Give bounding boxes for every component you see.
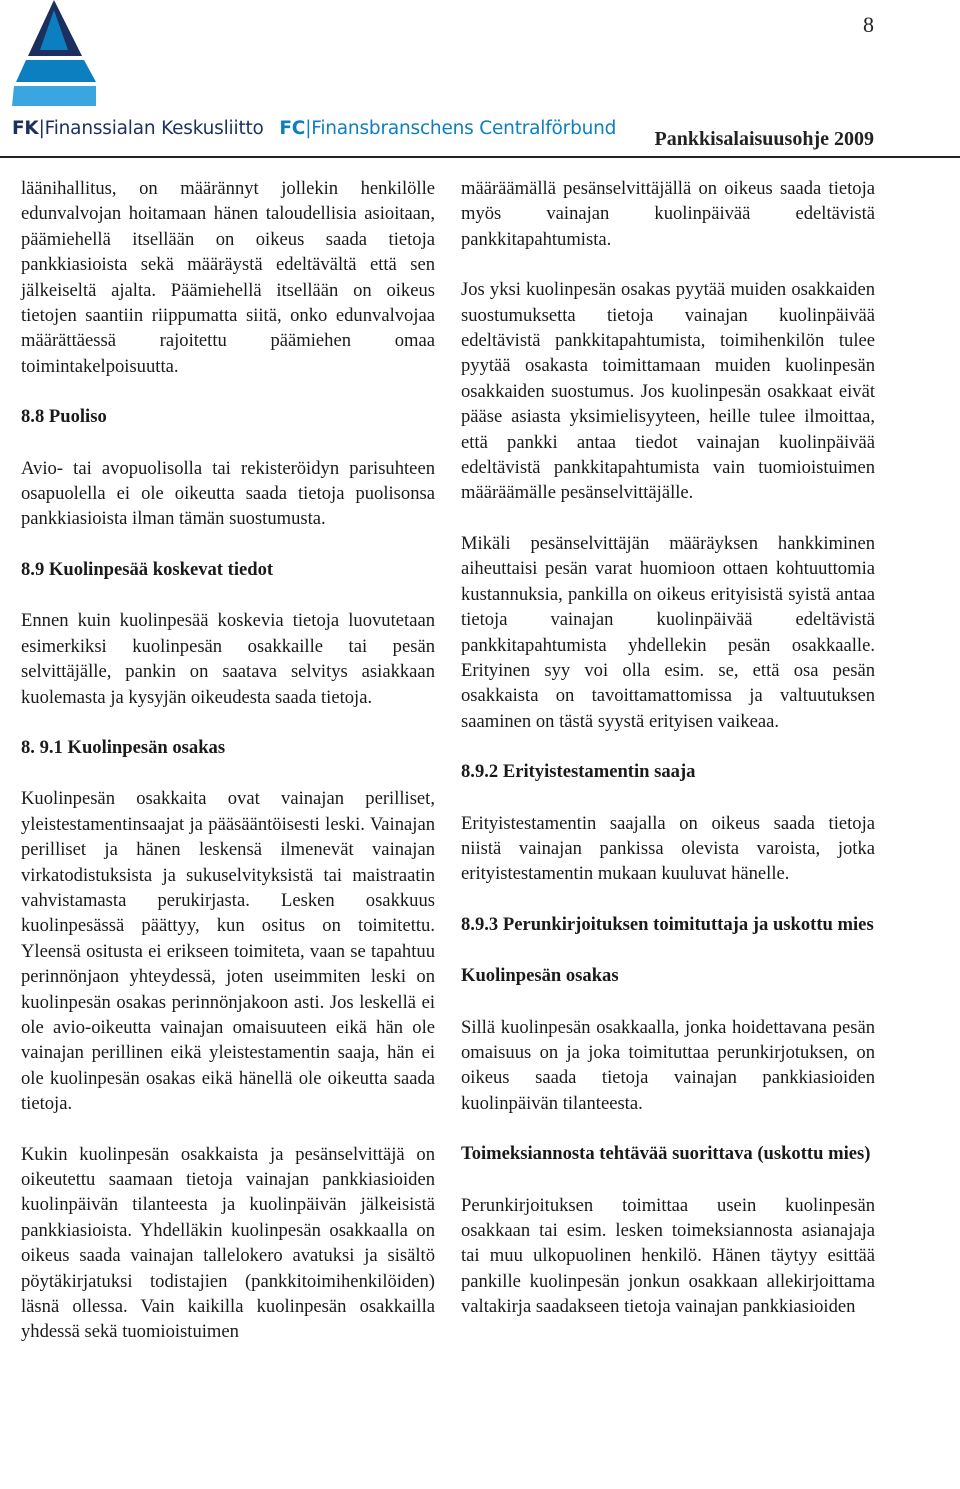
paragraph: läänihallitus, on määrännyt jollekin henkilölle edunvalvojan hoitamaan hänen taloudellisia asioitaan, päämiehellä itsellään on oikeus saada tietoja pankkiasioista sekä määräystä edeltävältä että sen jälkeiseltä ajalta. Päämiehellä itsellään on oikeus tietojen saantiin riippumatta siitä, onko edunvalvojaa määrättäessä rajoitettu päämiehen omaa toimintakelpoisuutta. — [21, 178, 435, 377]
paragraph: Sillä kuolinpesän osakkaalla, jonka hoidettavana pesän omaisuus on ja joka toimituttaa perunkirjotuksen, on oikeus saada tietoja vainajan pankkiasioiden kuolinpäivän tilanteesta. — [461, 1016, 875, 1114]
logo-wordmark: FK|Finanssialan Keskusliitto FC|Finansbranschens Centralförbund — [12, 118, 617, 139]
paragraph: Perunkirjoituksen toimittaa usein kuolinpesän osakkaan tai esim. lesken toimeksiannosta asianajaja tai muu ulkopuolinen henkilö. Hänen täytyy esittää pankille kuolinpesän jonkun osakkaan allekirjoittama valtakirja saadakseen tietoja vainajan pankkiasioiden — [461, 1194, 875, 1318]
left-column — [21, 176, 435, 1345]
section-heading-8-9-1: 8. 9.1 Kuolinpesän osakas — [21, 736, 226, 758]
paragraph: Ennen kuin kuolinpesää koskevia tietoja luovutetaan esimerkiksi kuolinpesän osakkaille tai pesän selvittäjälle, pankin on saatava selvitys asiakkaan kuolemasta ja kysyjän oikeudesta saada tietoja. — [21, 610, 435, 708]
header-divider — [0, 156, 960, 158]
page-number: 8 — [863, 12, 874, 37]
subheading-kuolinpesan-osakas: Kuolinpesän osakas — [461, 965, 619, 987]
fk-logo-icon — [12, 0, 96, 108]
section-heading-8-8: 8.8 Puoliso — [21, 406, 107, 428]
paragraph: Kuolinpesän osakkaita ovat vainajan perilliset, yleistestamentinsaajat ja pääsääntöisesti leski. Vainajan perilliset ja hänen leskensä ilmenevät vainajan virkatodistuksista ja sukuselvityksistä tai maistraatin vahvistamasta perukirjasta. Lesken osakkuus kuolinpesässä päättyy, kun ositus on toimitettu. Yleensä ositusta ei erikseen toimiteta, vaan se tapahtuu perinnönjaon yhteydessä, joten useimmiten leski on kuolinpesän osakas perinnönjakoon asti. Jos leskellä ei ole avio-oikeutta vainajan omaisuuteen eikä hän ole vainajan perillinen eikä yleistestamentin saaja, hän ei ole kuolinpesän osakas eikä hänellä ole oikeutta saada tietoja. — [21, 788, 435, 1115]
right-column — [461, 176, 875, 1320]
fk-name: Finanssialan Keskusliitto — [44, 118, 264, 139]
section-heading-8-9-2: 8.9.2 Erityistestamentin saaja — [461, 761, 696, 783]
section-heading-8-9-3: 8.9.3 Perunkirjoituksen toimituttaja ja uskottu mies — [461, 913, 874, 935]
paragraph: Avio- tai avopuolisolla tai rekisteröidyn parisuhteen osapuolella ei ole oikeutta saada tietoja puolisonsa pankkiasioista ilman tämän suostumusta. — [21, 457, 435, 530]
paragraph: Jos yksi kuolinpesän osakas pyytää muiden osakkaiden suostumuksetta tietoja vainajan kuolinpäivää edeltävistä pankkitapahtumista, toimihenkilön tulee pyytää osakasta toimittamaan muiden kuolinpesän osakkaiden suostumus. Jos kuolinpesän osakkaat eivät pääse asiasta yksimielisyyteen, heille tulee ilmoittaa, että pankki antaa tiedot vainajan kuolinpäivää edeltävistä pankkitapahtumista vain tuomioistuimen määräämälle pesänselvittäjälle. — [461, 279, 875, 504]
section-heading-8-9: 8.9 Kuolinpesää koskevat tiedot — [21, 558, 274, 580]
document-title: Pankkisalaisuusohje 2009 — [654, 128, 874, 150]
paragraph: määräämällä pesänselvittäjällä on oikeus saada tietoja myös vainajan kuolinpäivää edeltävistä pankkitapahtumista. — [461, 178, 875, 250]
paragraph: Erityistestamentin saajalla on oikeus saada tietoja niistä vainajan pankissa olevista varoista, jotka erityistestamentin mukaan kuuluvat hänelle. — [461, 812, 875, 885]
paragraph: Kukin kuolinpesän osakkaista ja pesänselvittäjä on oikeutettu saamaan tietoja vainajan pankkiasioiden kuolinpäivän tilanteesta ja kuolinpäivän jälkeisistä pankkiasioista. Yhdelläkin kuolinpesän osakkaalla on oikeus saada vainajan tallelokero avatuksi ja sisältö pöytäkirjatuksi todistajien (pankkitoimihenkilöiden) läsnä ollessa. Vain kaikilla kuolinpesän osakkailla yhdessä sekä tuomioistuimen — [21, 1143, 435, 1343]
subheading-toimeksianto: Toimeksiannosta tehtävää suorittava (uskottu mies) — [461, 1143, 871, 1165]
paragraph: Mikäli pesänselvittäjän määräyksen hankkiminen aiheuttaisi pesän varat huomioon ottaen kohtuuttomia kustannuksia, pankilla on oikeus erityisistä syistä antaa tietoja vainajan kuolinpäivää edeltävistä pankkitapahtumista yhdellekin pesän osakkaalle. Erityinen syy voi olla esim. se, että osa pesän osakkaista on tavoittamattomissa ja valtuutuksen saaminen on tästä syystä erityisen vaikeaa. — [461, 532, 875, 732]
fk-abbr: FK — [12, 118, 39, 139]
fc-abbr: FC — [279, 118, 306, 139]
fc-name: Finansbranschens Centralförbund — [311, 118, 617, 139]
